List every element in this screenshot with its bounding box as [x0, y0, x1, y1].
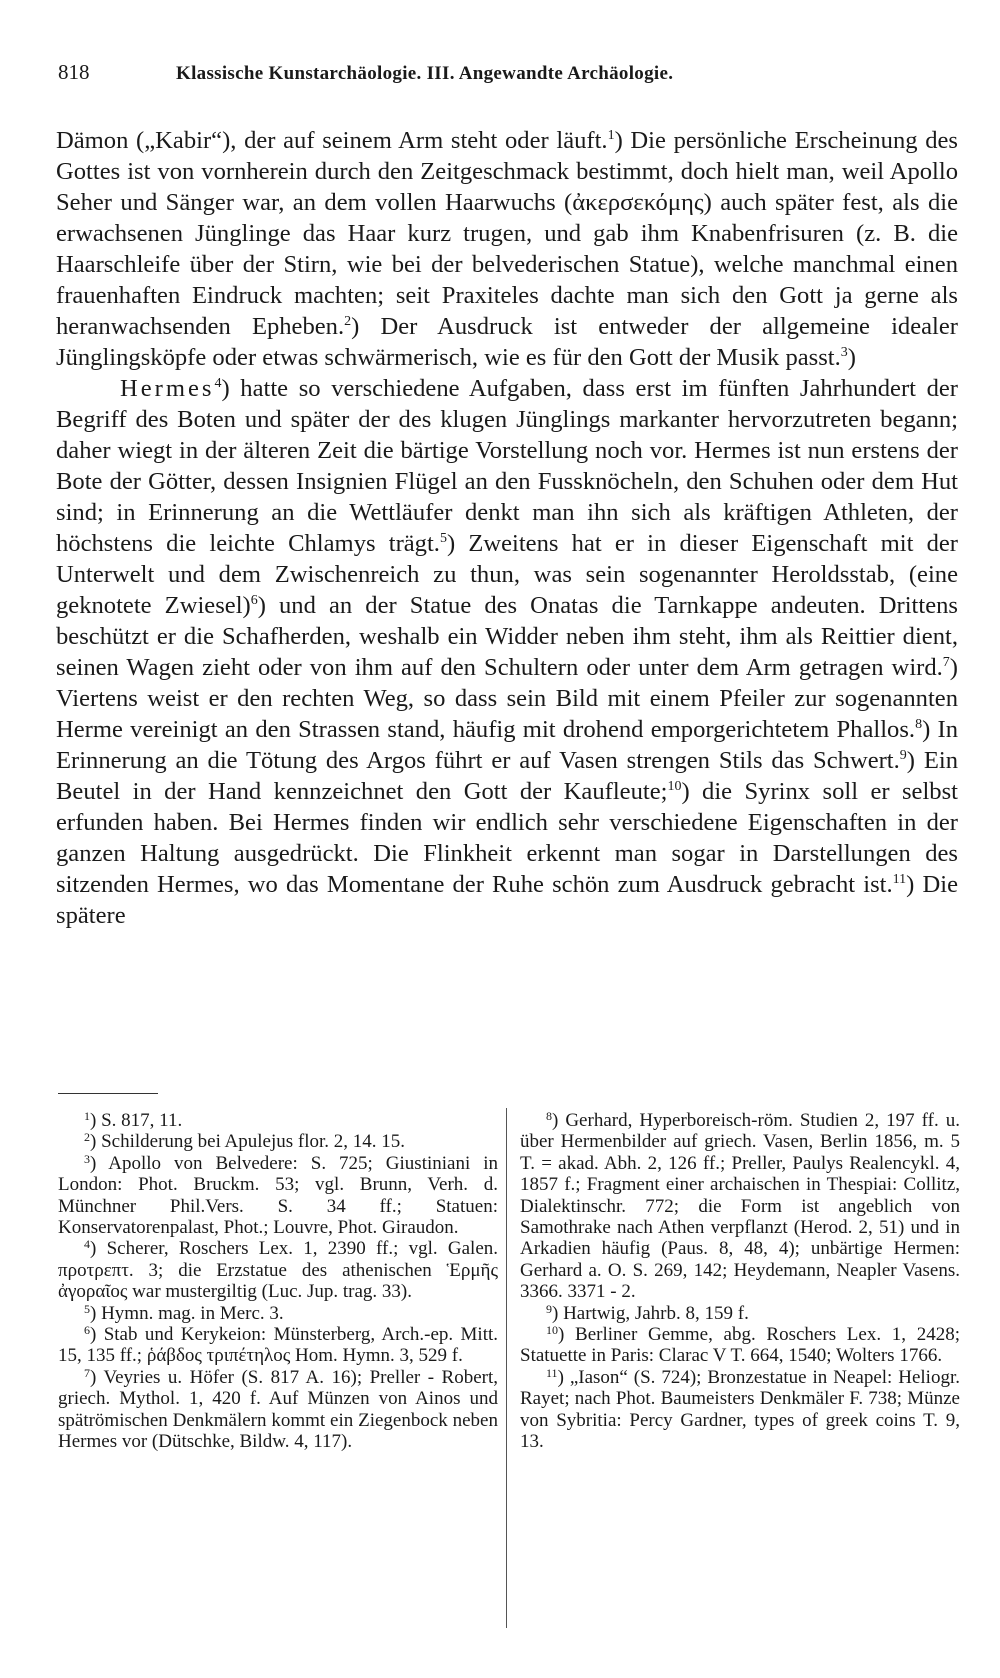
footnote — [520, 1367, 960, 1453]
text-run: Dämon („Kabir“), der auf seinem Arm steht oder läuft. — [56, 127, 608, 154]
footnote — [58, 1153, 498, 1239]
paragraph-hermes — [56, 373, 958, 931]
footnote-ref[interactable]: 9 — [899, 748, 907, 763]
footnote-text: ) Gerhard, Hyperboreisch-röm. Studien 2, 197 ff. u. über Hermenbilder auf griech. Vasen, Berlin 1856, m. 5 T. = akad. Abh. 2, 126 ff.; Preller, Paulys Realencykl. 4, 1857 f.; Fragment einer archaischen in Thespiai: Collitz, Dialektinschr. 772; die Form ist angeblich von Samothrake nach Athen verpflanzt (Herod. 2, 51) und in Arkadien häufig (Paus. 8, 48, 4); unbärtige Hermen: Gerhard a. O. S. 269, 142; Heydemann, Neapler Vasens. 3366. 3371 - 2. — [520, 1110, 960, 1303]
footnote-text: ) Apollo von Belvedere: S. 725; Giustiniani in London: Phot. Bruckm. 53; vgl. Brunn, Verh. d. Münchner Phil.Vers. S. 34 ff.; Statuen: Konservatorenpalast, Phot.; Louvre, Phot. Giraudon. — [58, 1152, 498, 1239]
text-run: ) Die spätere — [56, 871, 958, 929]
footnote — [520, 1110, 960, 1303]
footnote-mark: 6 — [84, 1323, 90, 1338]
text-run: ) — [847, 344, 856, 371]
footnote-ref[interactable]: 3 — [840, 345, 848, 360]
footnote — [58, 1110, 498, 1131]
footnote-mark: 3 — [84, 1151, 90, 1166]
footnote-mark: 5 — [84, 1301, 90, 1316]
text-run: ) Zweitens hat er in dieser Eigenschaft mit der Unterwelt und dem Zwischenreich zu thun, was sein sogenannter Heroldsstab, (eine geknotete Zwiesel) — [56, 530, 958, 619]
text-run: ) Ein Beutel in der Hand kennzeichnet den Gott der Kaufleute; — [56, 747, 958, 805]
footnote — [520, 1324, 960, 1367]
text-run: ) Der Ausdruck ist entweder der allgemeine idealer Jünglingsköpfe oder etwas schwärmerisch, wie es für den Gott der Musik passt. — [56, 313, 958, 371]
footnote — [58, 1238, 498, 1302]
text-run: ) hatte so verschiedene Aufgaben, dass erst im fünften Jahrhundert der Begriff des Boten und später der des klugen Jünglings markanter hervorzutreten begann; daher wiegt in der älteren Zeit die bärtige Vorstellung noch vor. Hermes ist nun erstens der Bote der Götter, dessen Insignien Flügel an den Fussknöcheln, den Schuhen oder dem Hut sind; in Erinnerung an die Wettläufer denkt man ihn sich als kräftigen Athleten, der höchstens die leichte Chlamys trägt. — [56, 375, 958, 557]
running-header — [58, 60, 938, 86]
footnote-mark: 8 — [546, 1109, 552, 1123]
footnote-mark: 1 — [84, 1109, 90, 1123]
footnote-mark: 4 — [84, 1237, 90, 1252]
text-run: ) Die persönliche Erscheinung des Gottes ist von vornherein durch den Zeitgeschmack bestimmt, doch hielt man, weil Apollo Seher und Sänger war, an dem vollen Haarwuchs (ἀκερσεκόμης) auch später fest, als die erwachsenen Jünglinge das Haar kurz trugen, und gab ihm Knabenfrisuren (z. B. die Haarschleife über der Stirn, wie bei der belvederischen Statue), welche manchmal einen frauenhaften Eindruck machten; seit Praxiteles dachte man sich den Gott ja gerne als heranwachsenden Epheben. — [56, 127, 958, 340]
footnote-text: ) Hartwig, Jahrb. 8, 159 f. — [552, 1302, 749, 1324]
footnote-separator — [58, 1093, 158, 1094]
footnotes — [58, 1110, 960, 1453]
footnote-ref[interactable]: 1 — [607, 128, 615, 143]
footnote-text: ) „Iason“ (S. 724); Bronzestatue in Neapel: Heliogr. Rayet; nach Phot. Baumeisters Denkmäler F. 738; Münze von Sybritia: Percy Gardner, types of greek coins T. 9, 13. — [520, 1366, 960, 1453]
footnote-text: ) Scherer, Roschers Lex. 1, 2390 ff.; vgl. Galen. προτρεπτ. 3; die Erzstatue des athenischen Ἑρμῆς ἀγοραῖος war mustergiltig (Luc. Jup. trag. 33). — [58, 1238, 498, 1303]
paragraph-apollo — [56, 125, 958, 373]
main-text — [56, 125, 958, 931]
footnotes-right-column — [520, 1110, 960, 1453]
footnote-ref[interactable]: 7 — [942, 655, 950, 670]
footnote-ref[interactable]: 10 — [667, 779, 682, 794]
footnote-ref[interactable]: 4 — [214, 376, 222, 391]
footnote-text: ) Veyries u. Höfer (S. 817 A. 16); Preller - Robert, griech. Mythol. 1, 420 f. Auf Münzen von Ainos und spätrömischen Denkmälern kommt ein Ziegenbock neben Hermes vor (Dütschke, Bildw. 4, 117). — [58, 1366, 498, 1453]
footnote-text: ) Stab und Kerykeion: Münsterberg, Arch.-ep. Mitt. 15, 135 ff.; ῥάβδος τριπέτηλος Hom. Hymn. 3, 529 f. — [58, 1324, 498, 1367]
footnotes-left-column — [58, 1110, 498, 1453]
footnote-ref[interactable]: 8 — [915, 717, 923, 732]
footnote-text: ) S. 817, 11. — [90, 1110, 183, 1131]
footnote — [58, 1324, 498, 1367]
running-title: Klassische Kunstarchäologie. III. Angewandte Archäologie. — [176, 63, 674, 84]
text-run: ) Viertens weist er den rechten Weg, so dass sein Bild mit einem Pfeiler zur sogenannten Herme vereinigt an den Strassen stand, häufig mit drohend emporgerichtetem Phallos. — [56, 654, 958, 743]
footnote-mark: 9 — [546, 1301, 552, 1316]
footnote — [58, 1303, 498, 1324]
page-number: 818 — [58, 60, 90, 84]
footnote-mark: 2 — [84, 1130, 90, 1145]
footnote — [58, 1131, 498, 1152]
text-run: ) und an der Statue des Onatas die Tarnkappe andeuten. Drittens beschützt er die Schafherden, weshalb ein Widder neben ihm steht, ihm als Reittier dient, seinen Wagen zieht oder von ihm auf den Schultern oder unter dem Arm getragen wird. — [56, 592, 958, 681]
footnote-text: ) Schilderung bei Apulejus flor. 2, 14. 15. — [90, 1131, 406, 1153]
footnote-mark: 11 — [546, 1365, 558, 1380]
footnote-text: ) Hymn. mag. in Merc. 3. — [90, 1302, 284, 1324]
text-run: ) In Erinnerung an die Tötung des Argos führt er auf Vasen strengen Stils das Schwert. — [56, 716, 959, 774]
section-name-hermes: Hermes — [120, 375, 215, 402]
footnote-ref[interactable]: 6 — [250, 593, 258, 608]
footnote-ref[interactable]: 2 — [344, 314, 352, 329]
footnote-ref[interactable]: 5 — [439, 531, 447, 546]
footnote-mark: 10 — [546, 1323, 558, 1338]
text-run: ) die Syrinx soll er selbst erfunden haben. Bei Hermes finden wir endlich sehr verschiedene Eigenschaften in der ganzen Haltung ausgedrückt. Die Flinkheit erkennt man sogar in Darstellungen des sitzenden Hermes, wo das Momentane der Ruhe schön zum Ausdruck gebracht ist. — [56, 778, 958, 898]
footnote-mark: 7 — [84, 1365, 90, 1380]
footnote-text: ) Berliner Gemme, abg. Roschers Lex. 1, 2428; Statuette in Paris: Clarac V T. 664, 1540; Wolters 1766. — [520, 1324, 960, 1367]
footnote-ref[interactable]: 11 — [892, 872, 907, 887]
footnote — [520, 1303, 960, 1324]
footnote — [58, 1367, 498, 1453]
